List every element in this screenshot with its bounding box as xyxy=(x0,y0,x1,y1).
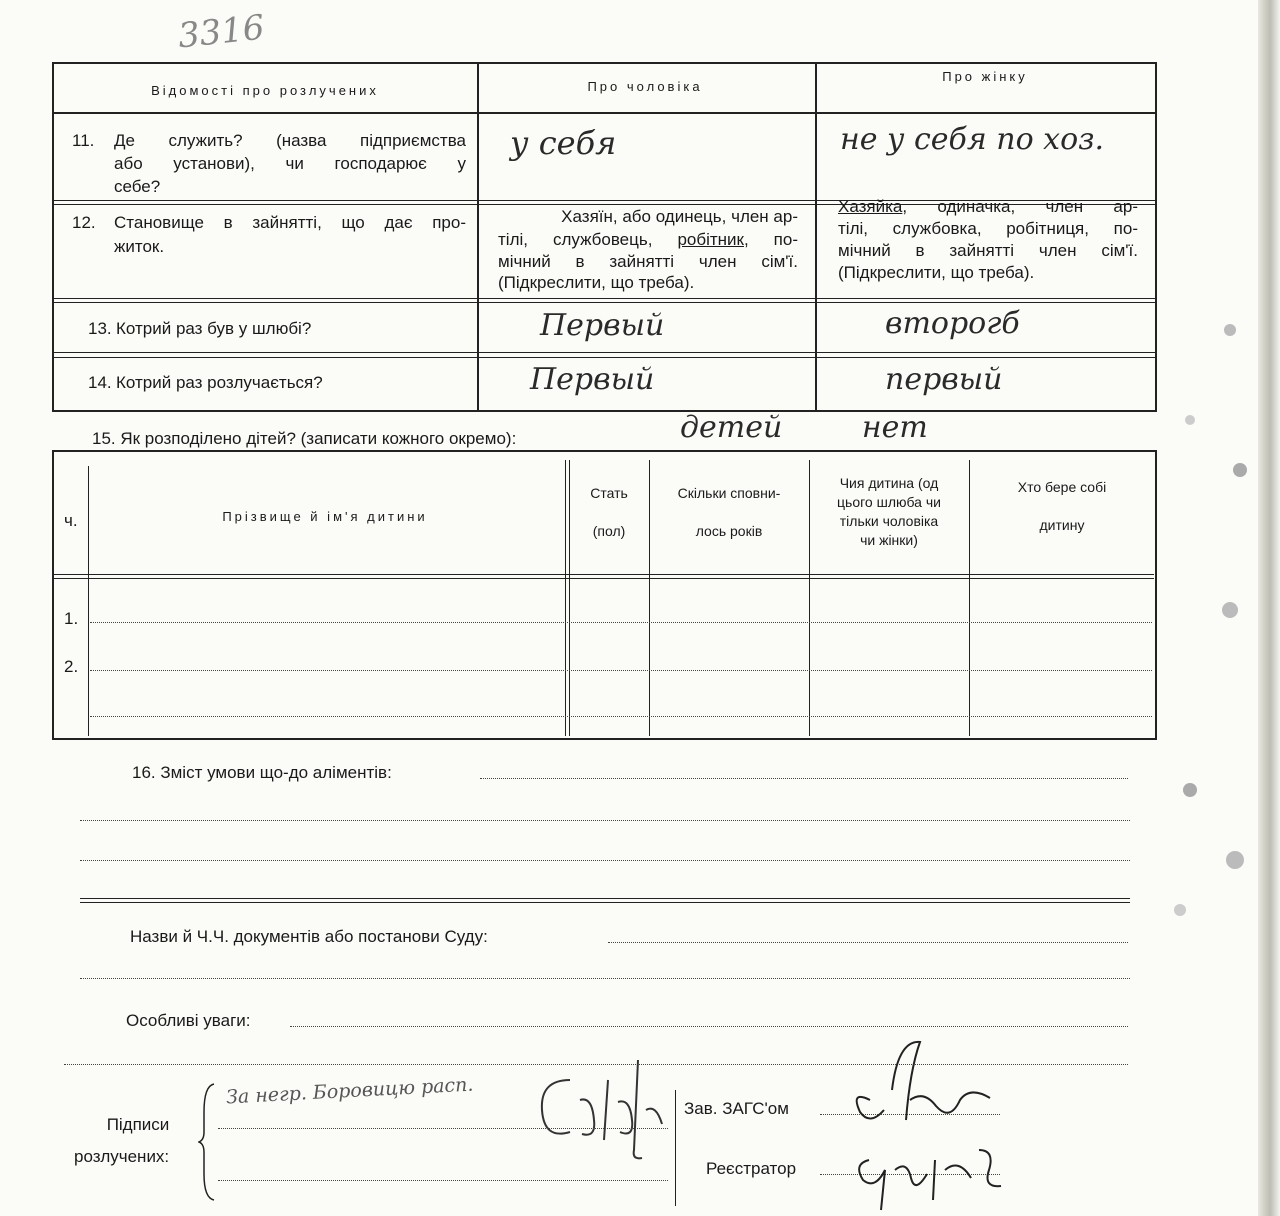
signatures-handwritten: За негр. Боровицю расп. xyxy=(225,1073,474,1109)
children-header-takes: Хто бере собі дитину xyxy=(1017,479,1107,533)
documents-line-2 xyxy=(80,978,1130,979)
signature-divider xyxy=(675,1090,676,1206)
archive-number: 3316 xyxy=(176,7,267,57)
signature-line-2 xyxy=(218,1180,668,1181)
row-11-husband-value: у себя xyxy=(510,124,617,162)
row-12-husband-l4: (Підкреслити, що треба). xyxy=(498,273,695,292)
child-row-2-line xyxy=(90,670,1152,671)
alimony-line-1 xyxy=(480,778,1128,779)
children-handwritten: детей нет xyxy=(680,410,928,445)
underlined-housewife: Хазяйка xyxy=(838,197,903,216)
zags-label: Зав. ЗАГС'ом xyxy=(684,1099,789,1118)
underlined-worker: робітник xyxy=(677,230,744,249)
signature-line-1 xyxy=(218,1128,668,1129)
row-11-question-l1: Де служить? (назва підприємства xyxy=(114,131,466,150)
row-13-wife-value: второгб xyxy=(885,306,1020,341)
notes-line-1 xyxy=(290,1026,1128,1027)
children-header-name: Прізвище й ім'я дитини xyxy=(222,509,428,524)
header-wife: Про жінку xyxy=(942,69,1028,84)
row-13-question: Котрий раз був у шлюбі? xyxy=(116,319,312,338)
row-12-wife-l3: мічний в зайнятті член сім'ї. xyxy=(838,241,1138,260)
row-14-num: 14. xyxy=(88,373,112,392)
row-12-wife-l2: тілі, службовка, робітниця, по- xyxy=(838,219,1138,238)
row-12-husband-l2: тілі, службовець, робітник, по- xyxy=(498,230,798,249)
children-header-whose: Чия дитина (од цього шлюба чи тільки чоловіка чи жінки) xyxy=(837,475,941,548)
child-row-1-num: 1. xyxy=(64,609,79,628)
children-header-age: Скільки сповни- лось років xyxy=(677,485,781,539)
row-11-wife-value: не у себя по хоз. xyxy=(840,122,1105,157)
row-14-wife-value: первый xyxy=(885,362,1003,397)
children-header-sex: Стать (пол) xyxy=(590,485,628,539)
row-12-question-l1: Становище в зайнятті, що дає про- xyxy=(114,213,466,232)
child-row-1-line xyxy=(90,622,1152,623)
documents-line-1 xyxy=(608,942,1128,943)
registrar-label: Реєстратор xyxy=(706,1159,797,1178)
row-12-num: 12. xyxy=(72,213,96,232)
page-stains xyxy=(1160,300,1260,960)
row-12-wife-l4: (Підкреслити, що треба). xyxy=(838,263,1035,282)
row-14-question: Котрий раз розлучається? xyxy=(116,373,323,392)
row-14-husband-value: Первый xyxy=(530,362,655,397)
documents-label: Назви й Ч.Ч. документів або постанови Суду: xyxy=(130,927,488,946)
notes-label: Особливі уваги: xyxy=(126,1011,251,1030)
registrar-signature xyxy=(845,1130,1015,1216)
signatures-brace xyxy=(198,1082,218,1202)
alimony-line-2 xyxy=(80,820,1130,821)
row-12-husband-l1: Хазяїн, або одинець, член ар- xyxy=(561,207,798,226)
signatures-label-l2: розлучених: xyxy=(74,1147,170,1166)
child-row-2-num: 2. xyxy=(64,657,79,676)
row-12-husband-l3: мічний в зайнятті член сім'ї. xyxy=(498,252,798,271)
row-12-wife-l1: Хазяйка, одиначка, член ар- xyxy=(838,197,1138,216)
header-info: Відомості про розлучених xyxy=(151,83,379,98)
signatures-label-l1: Підписи xyxy=(106,1115,170,1134)
row-11-num: 11. xyxy=(72,131,95,150)
children-header-num: ч. xyxy=(64,511,78,530)
header-husband: Про чоловіка xyxy=(587,79,703,94)
row-11-question-l2: або установи), чи господарює у xyxy=(114,154,466,173)
alimony-line-3 xyxy=(80,860,1130,861)
alimony-label: 16. Зміст умови що-до аліментів: xyxy=(132,763,392,782)
row-13-husband-value: Первый xyxy=(540,308,665,343)
page-edge xyxy=(1258,0,1280,1216)
divorcee-signature xyxy=(530,1040,670,1160)
children-label: 15. Як розподілено дітей? (записати кожного окремо): xyxy=(92,429,517,448)
separator-line xyxy=(80,898,1130,899)
zags-signature xyxy=(840,1030,1020,1130)
child-row-3-line xyxy=(90,716,1152,717)
row-12-question-l2: житок. xyxy=(114,237,165,256)
row-11-question-l3: себе? xyxy=(114,177,161,196)
row-13-num: 13. xyxy=(88,319,112,338)
